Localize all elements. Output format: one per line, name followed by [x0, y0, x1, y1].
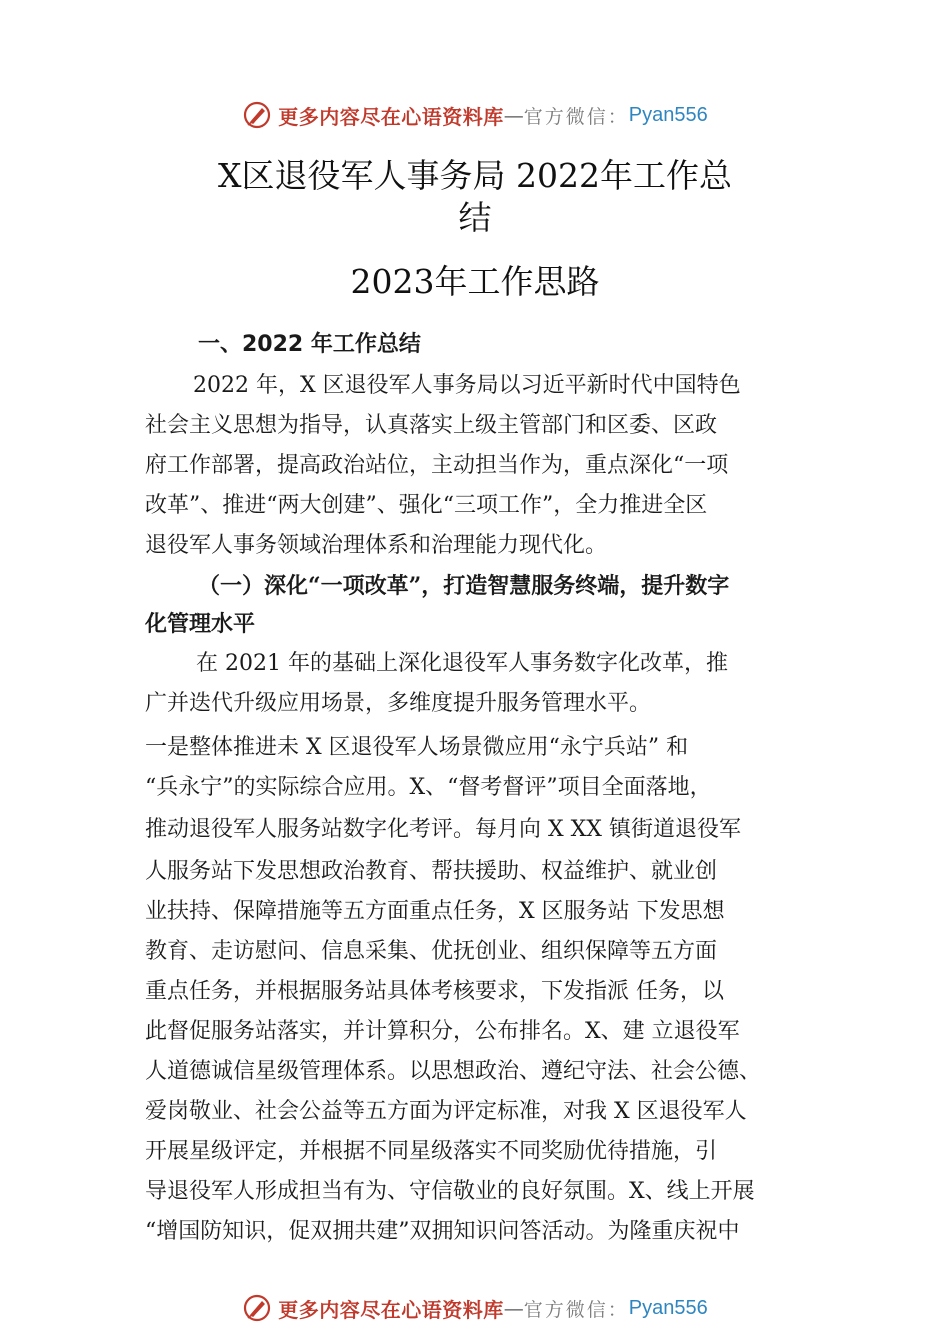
subsection-heading-line: （一）深化“一项改革”，打造智慧服务终端，提升数字 — [198, 573, 730, 599]
watermark-brand: 更多内容尽在心语资料库 — [278, 104, 504, 129]
watermark-banner-bottom — [0, 1288, 950, 1328]
pen-ink-icon — [242, 100, 272, 130]
paragraph-line: 教育、走访慰问、信息采集、优抚创业、组织保障等五方面 — [145, 939, 718, 964]
paragraph-line: 广并迭代升级应用场景，多维度提升服务管理水平。 — [145, 691, 652, 716]
subsection-heading-line: 化管理水平 — [145, 611, 256, 637]
paragraph-line: 开展星级评定，并根据不同星级落实不同奖励优待措施，引 — [145, 1139, 718, 1164]
watermark-dash: — — [503, 1296, 524, 1320]
intro-line: 社会主义思想为指导，认真落实上级主管部门和区委、区政 — [145, 413, 718, 438]
paragraph-line: 此督促服务站落实，并计算积分，公布排名。X、建 立退役军 — [145, 1019, 740, 1044]
watermark-wechat-id: Pyan556 — [628, 103, 708, 126]
watermark-official-label: 官方微信： — [523, 1298, 629, 1321]
watermark-official-label: 官方微信： — [523, 105, 629, 128]
paragraph-line: 导退役军人形成担当有为、守信敬业的良好氛围。X、线上开展 — [145, 1179, 755, 1204]
pen-ink-icon — [242, 1293, 272, 1323]
paragraph-line: “兵永宁”的实际综合应用。X、“督考督评”项目全面落地， — [145, 775, 712, 800]
paragraph-line: “增国防知识，促双拥共建”双拥知识问答活动。为隆重庆祝中 — [145, 1219, 740, 1244]
watermark-dash: — — [503, 103, 524, 127]
paragraph-line: 人服务站下发思想政治教育、帮扶援助、权益维护、就业创 — [145, 859, 718, 884]
paragraph-line: 爱岗敬业、社会公益等五方面为评定标准，对我 X 区退役军人 — [145, 1099, 747, 1124]
intro-line: 退役军人事务领域治理体系和治理能力现代化。 — [145, 533, 608, 558]
paragraph-line: 一是整体推进未 X 区退役军人场景微应用“永宁兵站” 和 — [145, 735, 689, 760]
section-heading-1: 一、2022 年工作总结 — [198, 332, 421, 357]
document-title-line-2: 结 — [458, 198, 492, 237]
watermark-wechat-id: Pyan556 — [628, 1296, 708, 1319]
intro-line: 改革”、推进“两大创建”、强化“三项工作”，全力推进全区 — [145, 493, 708, 518]
document-title-line-1: X区退役军人事务局 2022年工作总 — [218, 156, 732, 195]
intro-line: 2022 年，X 区退役军人事务局以习近平新时代中国特色 — [193, 373, 741, 398]
paragraph-line: 推动退役军人服务站数字化考评。每月向 X XX 镇街道退役军 — [145, 817, 741, 842]
watermark-banner-top — [0, 95, 950, 135]
paragraph-line: 在 2021 年的基础上深化退役军人事务数字化改革，推 — [196, 651, 728, 676]
paragraph-line: 人道德诚信星级管理体系。以思想政治、遵纪守法、社会公德、 — [145, 1059, 762, 1084]
intro-line: 府工作部署，提高政治站位，主动担当作为，重点深化“一项 — [145, 453, 729, 478]
paragraph-line: 业扶持、保障措施等五方面重点任务，X 区服务站 下发思想 — [145, 899, 725, 924]
watermark-brand: 更多内容尽在心语资料库 — [278, 1297, 504, 1322]
paragraph-line: 重点任务，并根据服务站具体考核要求，下发指派 任务，以 — [145, 979, 724, 1004]
document-subtitle: 2023年工作思路 — [350, 262, 600, 301]
